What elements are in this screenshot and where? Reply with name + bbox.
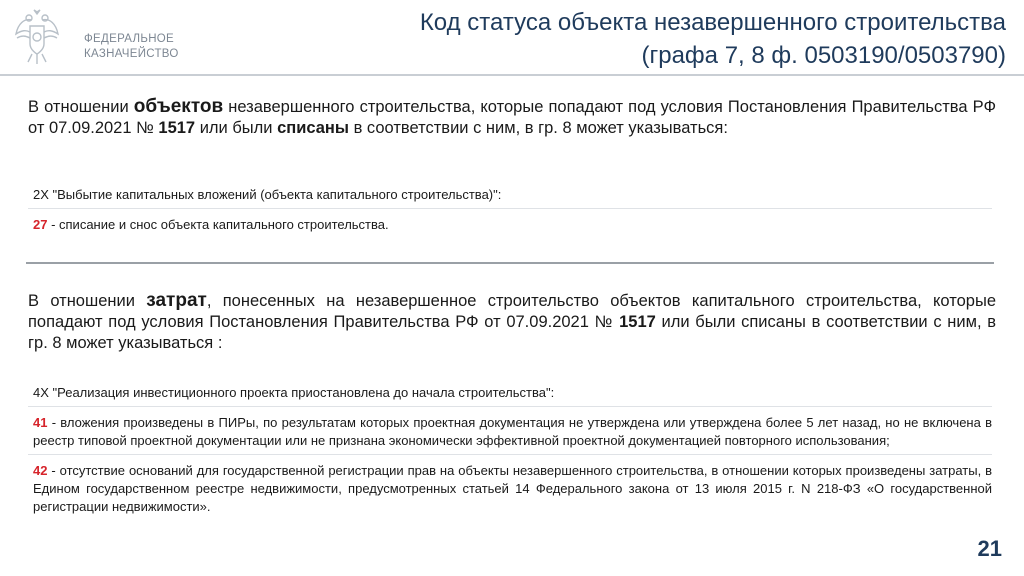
- title-line2: (графа 7, 8 ф. 0503190/0503790): [641, 42, 1006, 69]
- code-description: - вложения произведены в ПИРы, по результатам которых проектная документация не утверждена или утверждена более 5 лет назад, но не включена в реестр типовой проектной документации или не признана экономически эффективной проектной документацией повторного использования;: [33, 415, 992, 448]
- list-item: [28, 412, 992, 455]
- emphasis-number: 1517: [619, 313, 656, 331]
- status-code: 42: [33, 463, 48, 478]
- section2-code-list: [28, 382, 992, 525]
- text-run: В отношении: [28, 292, 147, 310]
- org-name: [84, 32, 179, 62]
- list-item: [28, 460, 992, 520]
- logo: [14, 8, 194, 68]
- slide-title: [286, 6, 1006, 72]
- code-description: - списание и снос объекта капитального строительства.: [47, 217, 389, 232]
- text-run: В отношении: [28, 98, 134, 116]
- header-divider: [0, 74, 1024, 76]
- list-item: [28, 382, 992, 407]
- group-heading: 2Х "Выбытие капитальных вложений (объекта капитального строительства)":: [33, 187, 502, 202]
- section1-intro: [28, 96, 996, 139]
- list-item: [28, 214, 992, 238]
- text-run: или были: [195, 119, 278, 137]
- section1-code-list: [28, 184, 992, 243]
- title-line1: Код статуса объекта незавершенного строительства: [419, 9, 1006, 36]
- org-name-line2: КАЗНАЧЕЙСТВО: [84, 48, 179, 60]
- page-number: 21: [977, 536, 1002, 561]
- double-headed-eagle-icon: [14, 8, 60, 66]
- section2-intro: [28, 290, 996, 354]
- emphasis-number: 1517: [158, 119, 196, 137]
- text-run: незавершенного строительства, которые попадают под условия Постановления Правительства РФ от 07.09.2021 №: [28, 98, 996, 137]
- text-run: , понесенных на незавершенное строительство объектов капитального строительства, которые попадают под условия Постановления Правительства РФ от 07.09.2021 №: [28, 292, 997, 331]
- emphasis-written-off: списаны: [277, 119, 349, 137]
- code-description: - отсутствие оснований для государственной регистрации прав на объекты незавершенного строительства, в отношении которых произведены затраты, в Едином государственном реестре недвижимости, предусмотренных статьей 14 Федерального закона от 13 июля 2015 г. N 218-ФЗ «О государственной регистрации недвижимости».: [33, 463, 992, 514]
- emphasis-objects: объектов: [133, 96, 224, 117]
- group-heading: 4Х "Реализация инвестиционного проекта приостановлена до начала строительства":: [33, 385, 555, 400]
- status-code: 27: [33, 217, 48, 232]
- org-name-line1: ФЕДЕРАЛЬНОЕ: [84, 33, 175, 45]
- list-item: [28, 184, 992, 209]
- emphasis-costs: затрат: [146, 290, 207, 311]
- section-divider: [26, 262, 994, 264]
- text-run: или были списаны в соответствии с ним, в гр. 8 может указываться :: [28, 313, 996, 352]
- status-code: 41: [33, 415, 48, 430]
- text-run: в соответствии с ним, в гр. 8 может указываться:: [349, 119, 728, 137]
